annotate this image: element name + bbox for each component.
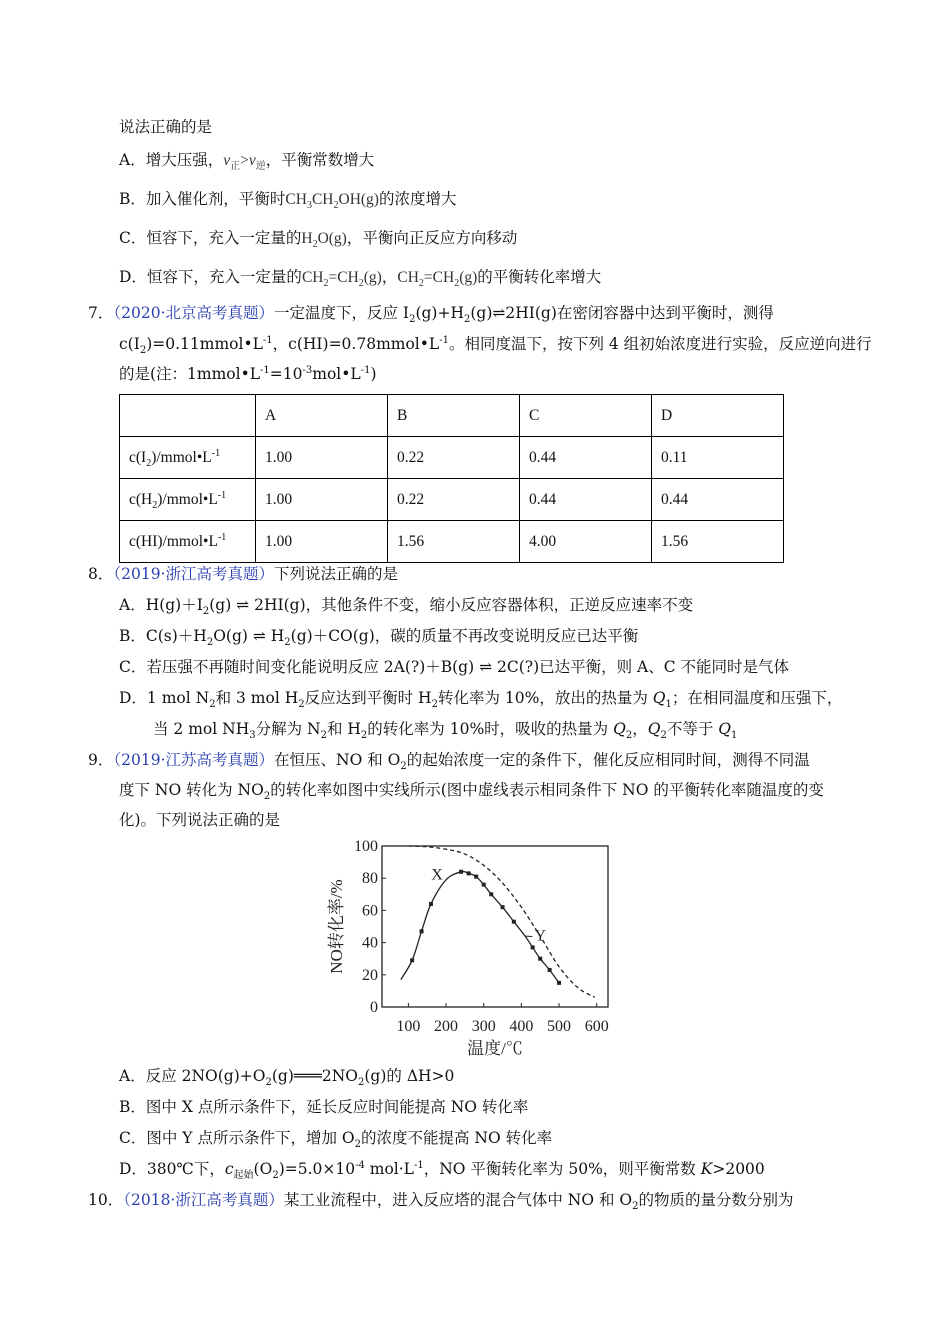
- q9-option-b: B．图中 X 点所示条件下，延长反应时间能提高 NO 转化率: [119, 1098, 529, 1116]
- y-tick-label: 0: [370, 999, 378, 1016]
- row-label: $c(HI)/mmol•L^{-1}$: [120, 521, 256, 563]
- table-cell: 1.56: [388, 521, 520, 563]
- q7-line-3: 的是(注：$1mmol•L^{-1}=10^{-3}mol•L^{-1}$): [119, 364, 377, 383]
- q6-option-a: A．增大压强，$v_正>v_逆$，平衡常数增大: [119, 151, 375, 173]
- q10-line-1: 10．（2018·浙江高考真题）某工业流程中，进入反应塔的混合气体中 NO 和 $O_2$的物质的量分数分别为: [88, 1191, 794, 1213]
- x-axis-label: 温度/℃: [467, 1039, 523, 1058]
- q6-stem-end: 说法正确的是: [119, 118, 213, 136]
- annotation-label: Y: [534, 927, 547, 945]
- data-point: [420, 929, 424, 933]
- q6-option-c: C．恒容下，充入一定量的$H_2O(g)$，平衡向正反应方向移动: [119, 229, 518, 251]
- data-point: [538, 957, 542, 961]
- table-cell: 0.44: [520, 479, 652, 521]
- q8-source: （2019·浙江高考真题）: [113, 565, 274, 583]
- q8-number: 8．: [88, 565, 114, 583]
- table-row: [120, 521, 784, 563]
- q7-line-1: 7．（2020·北京高考真题）一定温度下，反应 $I_2(g)+H_2(g)\rightleftharpoons 2HI(g)$在密闭容器中达到平衡时，测得: [88, 304, 774, 326]
- q8-option-b: B．$C(s)+H_2O(g)$ ⇌ $H_2(g)+CO(g)$，碳的质量不再改变说明反应已达平衡: [119, 627, 639, 649]
- table-header-cell: D: [652, 395, 784, 437]
- annotation-label: X: [431, 866, 443, 884]
- table-cell: 0.44: [652, 479, 784, 521]
- q7-number: 7．: [88, 304, 114, 322]
- table-cell: 4.00: [520, 521, 652, 563]
- table-cell: 0.22: [388, 437, 520, 479]
- table-cell: 0.44: [520, 437, 652, 479]
- data-point: [482, 883, 486, 887]
- table-header-cell: A: [256, 395, 388, 437]
- data-point: [410, 958, 414, 962]
- x-tick-label: 400: [509, 1018, 534, 1035]
- data-point: [467, 871, 471, 875]
- table-header-row: [120, 395, 784, 437]
- y-tick-label: 20: [362, 966, 378, 984]
- y-tick-label: 60: [362, 902, 378, 920]
- q9-option-d: D．380℃下，$c_{起始}(O_2)=5.0\times 10^{-4}$ $mol\cdot L^{-1}$，NO 平衡转化率为 50%，则平衡常数 K>2000: [119, 1159, 765, 1182]
- row-label: $c(H_2)/mmol•L^{-1}$: [120, 479, 256, 521]
- x-tick-label: 300: [471, 1018, 496, 1035]
- q9-line-2: 度下 NO 转化为 $NO_2$的转化率如图中实线所示(图中虚线表示相同条件下 NO 的平衡转化率随温度的变: [119, 781, 824, 803]
- table-header-cell: B: [388, 395, 520, 437]
- q6-option-d: D．恒容下，充入一定量的$CH_2=CH_2(g)$，$CH_2=CH_2(g)$的平衡转化率增大: [119, 268, 602, 290]
- q8-option-d-line2: 当 2 mol $NH_3$分解为 $N_2$和 $H_2$的转化率为 10%时，吸收的热量为 $Q_2$，$Q_2$不等于 $Q_1$: [153, 720, 738, 742]
- y-tick-label: 80: [362, 870, 378, 888]
- q7-source: （2020·北京高考真题）: [113, 304, 274, 322]
- row-label: $c(I_2)/mmol•L^{-1}$: [120, 437, 256, 479]
- q10-source: （2018·浙江高考真题）: [123, 1191, 284, 1209]
- table-cell: 1.00: [256, 437, 388, 479]
- q9-source: （2019·江苏高考真题）: [113, 751, 274, 769]
- q9-line-1: 9．（2019·江苏高考真题）在恒压、NO 和 $O_2$的起始浓度一定的条件下，催化反应相同时间，测得不同温: [88, 751, 810, 773]
- q8-option-c: C．若压强不再随时间变化能说明反应 2A(?)＋B(g) ⇌ 2C(?)已达平衡，则 A、C 不能同时是气体: [119, 658, 790, 676]
- y-axis-label: NO转化率/%: [327, 879, 346, 974]
- data-point: [548, 968, 552, 972]
- data-point: [512, 920, 516, 924]
- y-tick-label: 40: [362, 934, 378, 952]
- table-cell: 0.22: [388, 479, 520, 521]
- x-tick-label: 600: [584, 1018, 609, 1035]
- data-point: [531, 945, 535, 949]
- q10-number: 10．: [88, 1191, 124, 1209]
- table-header-cell: [120, 395, 256, 437]
- table-cell: 0.11: [652, 437, 784, 479]
- x-tick-label: 100: [396, 1018, 421, 1035]
- data-point: [429, 902, 433, 906]
- q8-option-d-line1: D．1 mol $N_2$和 3 mol $H_2$反应达到平衡时 $H_2$转化率为 10%，放出的热量为 $Q_1$；在相同温度和压强下，: [119, 689, 843, 711]
- data-point: [474, 875, 478, 879]
- q7-line-2: $c(I_2)=0.11mmol•L^{-1}$，$c(HI)=0.78mmol•L^{-1}$。相同度温下，按下列 4 组初始浓度进行实验，反应逆向进行: [119, 334, 872, 357]
- q9-line-3: 化)。下列说法正确的是: [119, 811, 281, 829]
- table-row: [120, 479, 784, 521]
- table-cell: 1.00: [256, 479, 388, 521]
- q9-number: 9．: [88, 751, 114, 769]
- q9-option-a: A．反应 $2NO(g)+O_2(g)═══2NO_2(g)$的 ΔH>0: [119, 1067, 455, 1089]
- plot-frame: [382, 846, 608, 1007]
- q7-concentration-table: [119, 394, 784, 563]
- x-tick-label: 200: [434, 1018, 459, 1035]
- data-point: [489, 892, 493, 896]
- q6-option-b: B．加入催化剂，平衡时$CH_3CH_2OH(g)$的浓度增大: [119, 190, 457, 212]
- table-cell: 1.56: [652, 521, 784, 563]
- q8-option-a: A．$H(g)+I_2(g)$ ⇌ 2HI(g)，其他条件不变，缩小反应容器体积，正逆反应速率不变: [119, 596, 694, 618]
- table-row: [120, 437, 784, 479]
- table-cell: 1.00: [256, 521, 388, 563]
- y-tick-label: 100: [354, 838, 378, 855]
- table-header-cell: C: [520, 395, 652, 437]
- x-tick-label: 500: [547, 1018, 572, 1035]
- q9-option-c: C．图中 Y 点所示条件下，增加 $O_2$的浓度不能提高 NO 转化率: [119, 1129, 553, 1151]
- data-point: [557, 981, 561, 985]
- q8-stem: 8．（2019·浙江高考真题）下列说法正确的是: [88, 565, 399, 583]
- no-conversion-chart: [320, 833, 640, 1063]
- data-point: [501, 905, 505, 909]
